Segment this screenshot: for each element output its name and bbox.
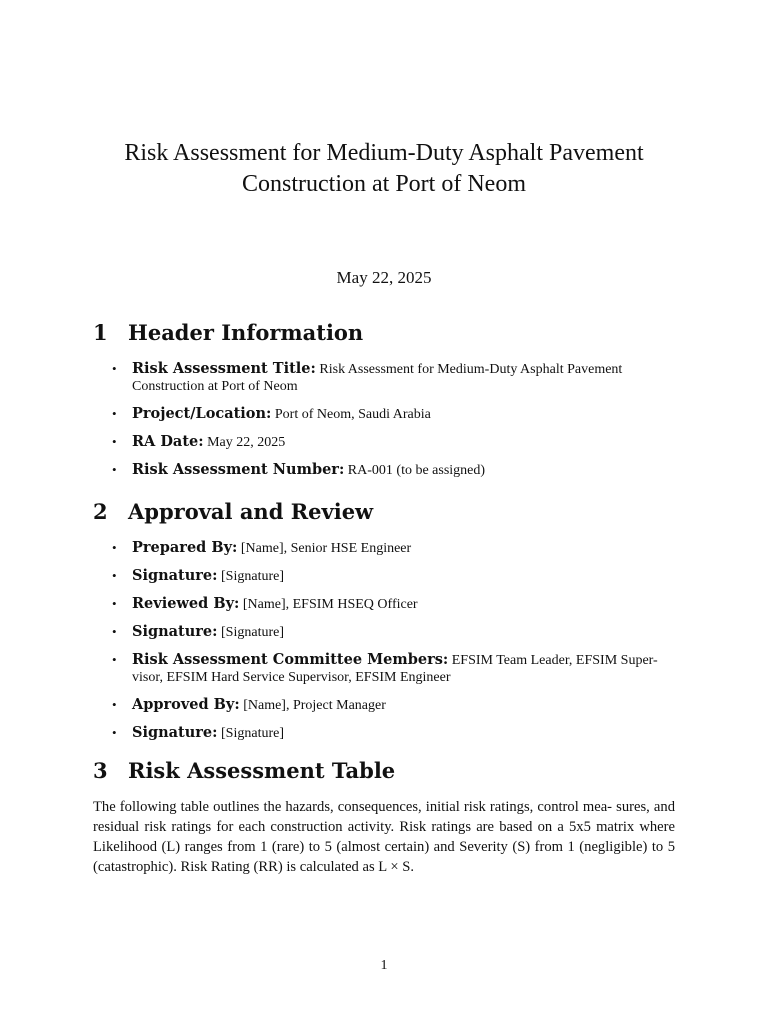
item-value: [Signature] — [221, 625, 284, 640]
list-item-signature — [108, 724, 688, 742]
item-label: Prepared By: — [132, 539, 238, 556]
bullet-icon: • — [112, 568, 117, 583]
item-label: Risk Assessment Committee Members: — [132, 651, 449, 668]
section-title: Approval and Review — [128, 499, 374, 524]
item-value: EFSIM Team Leader, EFSIM Super- visor, EFSIM Hard Service Supervisor, EFSIM Engineer — [132, 653, 658, 685]
bullet-icon: • — [112, 596, 117, 611]
document-title-line-1: Risk Assessment for Medium-Duty Asphalt Pavement — [124, 140, 644, 166]
page-number: 1 — [380, 958, 388, 973]
document-date: May 22, 2025 — [336, 268, 432, 287]
item-label: Signature: — [132, 567, 218, 584]
section-title: Header Information — [128, 320, 364, 345]
section-heading-header-information — [93, 320, 363, 346]
bullet-icon: • — [112, 624, 117, 639]
bullet-icon: • — [112, 462, 117, 477]
bullet-icon: • — [112, 434, 117, 449]
list-item-ra-date — [108, 433, 688, 451]
document-title — [60, 138, 708, 200]
list-item-risk-assessment-title — [108, 360, 688, 395]
item-value: [Name], Senior HSE Engineer — [240, 541, 412, 556]
item-label: Signature: — [132, 724, 218, 741]
item-label: Risk Assessment Number: — [132, 461, 345, 478]
risk-table-intro-paragraph: The following table outlines the hazards, consequences, initial risk ratings, control mea- sures, and residual risk ratings for each construction activity. Risk ratings are based on a 5x5 matrix where Likelihood (L) ranges from 1 (rare) to 5 (almost certain) and Severity (S) from 1 (negligible) to 5 (catastrophic). Risk Rating (RR) is calculated as L × S. — [93, 799, 675, 875]
section-number: 2 — [93, 499, 108, 524]
list-item-approved-by — [108, 696, 688, 714]
section-number: 3 — [93, 758, 108, 783]
bullet-icon: • — [112, 652, 117, 667]
item-label: Reviewed By: — [132, 595, 240, 612]
list-item-prepared-by — [108, 539, 688, 557]
list-item-committee-members — [108, 651, 688, 686]
item-value: May 22, 2025 — [207, 435, 286, 450]
list-item-reviewed-by — [108, 595, 688, 613]
item-value: Port of Neom, Saudi Arabia — [274, 407, 431, 422]
item-value: [Signature] — [221, 726, 284, 741]
bullet-icon: • — [112, 725, 117, 740]
approval-and-review-list — [108, 539, 688, 752]
list-item-signature — [108, 567, 688, 585]
item-label: Signature: — [132, 623, 218, 640]
item-value: [Name], Project Manager — [243, 698, 386, 713]
item-value: RA-001 (to be assigned) — [347, 463, 486, 478]
header-information-list — [108, 360, 688, 489]
list-item-signature — [108, 623, 688, 641]
item-value: Risk Assessment for Medium-Duty Asphalt Pavement Construction at Port of Neom — [132, 362, 623, 394]
section-heading-risk-assessment-table — [93, 758, 395, 784]
item-value: [Name], EFSIM HSEQ Officer — [242, 597, 418, 612]
item-label: RA Date: — [132, 433, 204, 450]
bullet-icon: • — [112, 697, 117, 712]
item-label: Project/Location: — [132, 405, 272, 422]
document-title-line-2: Construction at Port of Neom — [242, 171, 526, 197]
bullet-icon: • — [112, 361, 117, 376]
item-label: Risk Assessment Title: — [132, 360, 316, 377]
bullet-icon: • — [112, 540, 117, 555]
list-item-risk-assessment-number — [108, 461, 688, 479]
item-label: Approved By: — [132, 696, 240, 713]
section-heading-approval-and-review — [93, 499, 373, 525]
section-title: Risk Assessment Table — [128, 758, 396, 783]
item-value: [Signature] — [221, 569, 284, 584]
bullet-icon: • — [112, 406, 117, 421]
list-item-project-location — [108, 405, 688, 423]
section-number: 1 — [93, 320, 108, 345]
